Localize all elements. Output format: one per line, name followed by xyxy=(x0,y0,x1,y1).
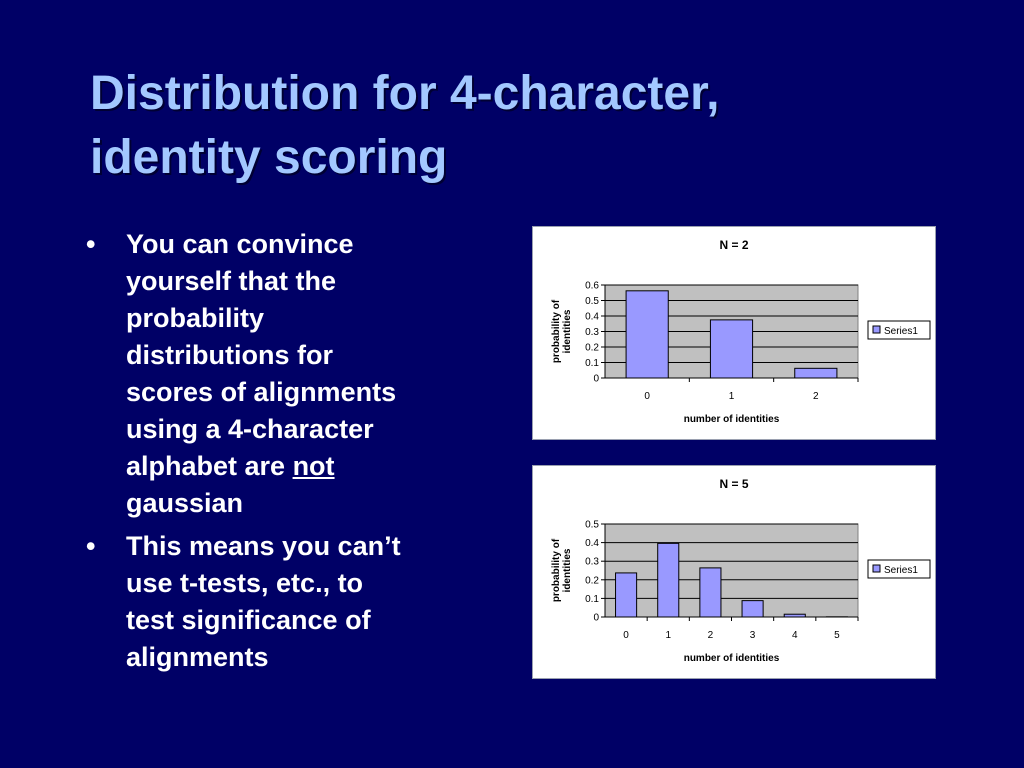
bar xyxy=(626,291,668,378)
legend-swatch xyxy=(873,326,880,333)
x-axis-title: number of identities xyxy=(683,414,780,425)
bullet-2-line-2: use t-tests, etc., to xyxy=(126,568,364,598)
x-tick-label: 0 xyxy=(623,630,629,641)
chart-n2-svg xyxy=(533,227,935,439)
chart-n5-svg xyxy=(533,466,935,678)
y-axis-title-line: probability of xyxy=(551,538,562,603)
bullet-1-line-1: You can convince xyxy=(126,229,354,259)
y-tick-label: 0.4 xyxy=(585,311,599,323)
plot-area xyxy=(605,524,858,617)
slide-title-line-2: identity scoring xyxy=(90,131,448,184)
x-tick-label: 1 xyxy=(728,391,735,402)
bullet-2-line-3: test significance of xyxy=(126,605,371,635)
y-tick-label: 0.5 xyxy=(585,296,599,307)
bullet-1-line-3: probability xyxy=(126,303,265,333)
bar xyxy=(710,320,752,378)
legend-label: Series1 xyxy=(884,565,918,576)
bullet-2-line-1: This means you can’t xyxy=(126,531,401,561)
x-tick-label: 5 xyxy=(834,630,840,641)
y-tick-label: 0.2 xyxy=(585,575,599,587)
y-tick-label: 0 xyxy=(593,373,599,385)
slide-title-line-1: Distribution for 4-character, xyxy=(90,67,720,120)
y-tick-label: 0 xyxy=(593,612,599,624)
y-tick-label: 0.5 xyxy=(585,519,599,531)
y-axis-title xyxy=(551,299,573,363)
x-tick-label: 2 xyxy=(707,630,714,641)
bar xyxy=(658,543,679,617)
y-axis-title-line: probability of xyxy=(551,299,562,364)
y-tick-label: 0.2 xyxy=(585,342,599,354)
x-tick-label: 0 xyxy=(644,391,650,402)
chart-n5 xyxy=(532,465,936,679)
legend xyxy=(868,321,930,339)
chart-title: N = 5 xyxy=(719,477,749,491)
x-tick-label: 1 xyxy=(665,630,672,641)
bullet-item-1 xyxy=(86,226,486,522)
chart-n2 xyxy=(532,226,936,440)
bar xyxy=(784,614,805,617)
emphasis-not: not xyxy=(292,451,335,481)
bullet-1-line-5: scores of alignments xyxy=(126,377,397,407)
bar xyxy=(795,368,837,378)
bullet-1-line-7-start: alphabet are xyxy=(126,451,293,481)
x-tick-label: 2 xyxy=(813,391,819,402)
y-tick-label: 0.6 xyxy=(585,280,599,292)
bullet-1-line-8: gaussian xyxy=(126,488,244,518)
chart-title: N = 2 xyxy=(719,238,749,252)
bar xyxy=(616,573,637,617)
legend xyxy=(868,560,930,578)
bullet-1-line-6: using a 4-character xyxy=(126,414,374,444)
x-tick-label: 3 xyxy=(749,630,756,641)
bullet-list xyxy=(86,226,486,682)
y-tick-label: 0.3 xyxy=(585,327,599,338)
slide-title xyxy=(90,62,990,190)
y-axis-title xyxy=(551,538,573,602)
x-tick-label: 4 xyxy=(791,630,798,641)
y-tick-label: 0.1 xyxy=(585,593,599,605)
bar xyxy=(742,601,763,617)
x-axis-title: number of identities xyxy=(683,653,780,664)
bullet-dot: • xyxy=(86,229,96,259)
legend-label: Series1 xyxy=(884,326,918,337)
bullet-dot: • xyxy=(86,531,96,561)
y-tick-label: 0.4 xyxy=(585,538,599,550)
legend-swatch xyxy=(873,565,880,572)
bullet-item-2 xyxy=(86,528,486,676)
y-tick-label: 0.3 xyxy=(585,556,599,568)
y-axis-title-line: identities xyxy=(562,548,573,593)
y-axis-title-line: identities xyxy=(562,309,573,354)
bullet-1-line-4: distributions for xyxy=(126,340,333,370)
bullet-1-line-2: yourself that the xyxy=(126,266,337,296)
y-tick-label: 0.1 xyxy=(585,358,599,369)
bar xyxy=(700,568,721,617)
bullet-2-line-4: alignments xyxy=(126,642,269,672)
